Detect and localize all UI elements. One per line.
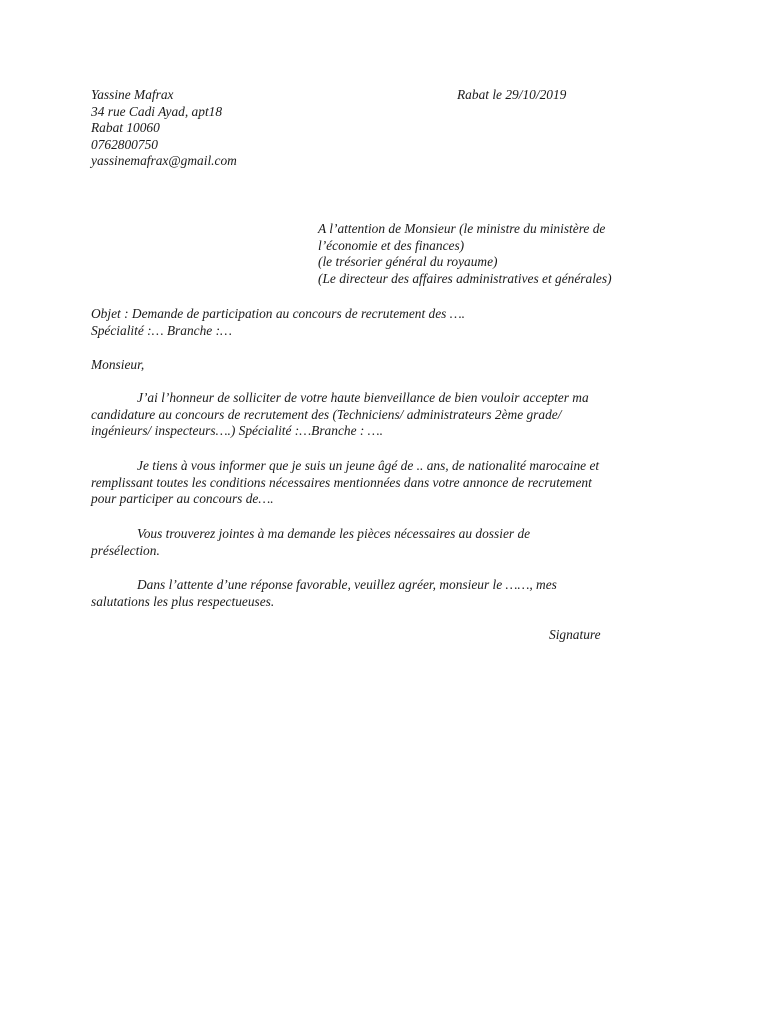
paragraph-line: Je tiens à vous informer que je suis un jeune âgé de .. ans, de nationalité marocaine et [137, 458, 600, 473]
signature-label: Signature [549, 627, 601, 642]
salutation: Monsieur, [91, 357, 145, 372]
paragraph-line: Vous trouverez jointes à ma demande les pièces nécessaires au dossier de [137, 526, 531, 541]
body-paragraph-1 [91, 390, 675, 440]
sender-address: 34 rue Cadi Ayad, apt18 [91, 103, 223, 119]
sender-block [91, 87, 237, 170]
subject-specialty-line: Spécialité :… Branche :… [91, 322, 232, 338]
sender-name: Yassine Mafrax [91, 87, 174, 102]
body-paragraph-3 [91, 526, 675, 559]
paragraph-line: présélection. [91, 542, 160, 558]
recipient-line: A l’attention de Monsieur (le ministre du ministère de [318, 221, 606, 236]
subject-line: Objet : Demande de participation au concours de recrutement des …. [91, 306, 465, 321]
sender-email: yassinemafrax@gmail.com [91, 153, 237, 169]
paragraph-line: J’ai l’honneur de solliciter de votre haute bienveillance de bien vouloir accepter ma [137, 390, 589, 405]
recipient-block [318, 221, 612, 287]
paragraph-line: remplissant toutes les conditions nécessaires mentionnées dans votre annonce de recrutement [91, 474, 592, 490]
paragraph-line: Dans l’attente d’une réponse favorable, veuillez agréer, monsieur le ……, mes [137, 577, 557, 592]
body-paragraph-2 [91, 458, 675, 508]
letter-date: Rabat le 29/10/2019 [457, 87, 567, 102]
body-paragraph-4 [91, 577, 675, 610]
paragraph-line: ingénieurs/ inspecteurs….) Spécialité :…Branche : …. [91, 423, 383, 439]
paragraph-line: pour participer au concours de…. [91, 491, 274, 507]
subject-block [91, 306, 465, 339]
recipient-line: (le trésorier général du royaume) [318, 254, 498, 270]
paragraph-line: salutations les plus respectueuses. [91, 593, 275, 609]
paragraph-line: candidature au concours de recrutement des (Techniciens/ administrateurs 2ème grade/ [91, 406, 562, 422]
sender-phone: 0762800750 [91, 136, 158, 152]
recipient-line: (Le directeur des affaires administratives et générales) [318, 270, 612, 286]
sender-city: Rabat 10060 [91, 120, 160, 136]
recipient-line: l’économie et des finances) [318, 237, 465, 253]
